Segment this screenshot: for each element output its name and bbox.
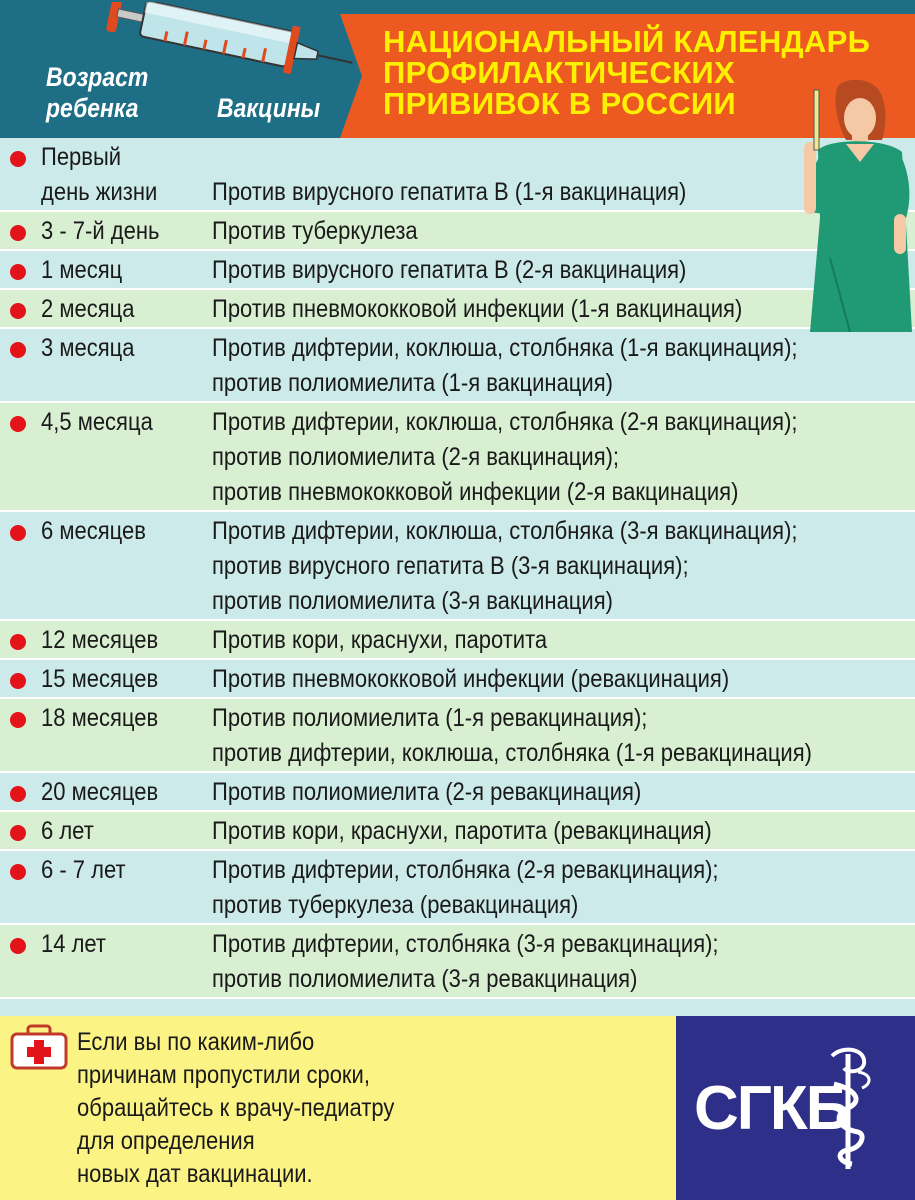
table-row — [0, 851, 915, 925]
vaccine-cell: Против кори, краснухи, паротита (ревакцинация) — [212, 817, 712, 845]
vaccine-cell: Против дифтерии, коклюша, столбняка (1-я вакцинация); против полиомиелита (1-я вакцинация) — [212, 334, 798, 397]
vaccine-cell: Против пневмококковой инфекции (1-я вакцинация) — [212, 295, 743, 323]
age-cell: 6 месяцев — [41, 517, 146, 545]
table-row — [0, 212, 915, 251]
vaccine-cell: Против туберкулеза — [212, 217, 418, 245]
vaccine-cell: Против полиомиелита (1-я ревакцинация); против дифтерии, коклюша, столбняка (1-я ревакцинация) — [212, 704, 812, 767]
logo-text: СГКБ — [694, 1074, 849, 1143]
bullet-icon — [10, 864, 26, 880]
nurse-illustration — [790, 78, 915, 332]
table-row — [0, 512, 915, 621]
vaccine-cell: Против кори, краснухи, паротита — [212, 626, 548, 654]
table-row — [0, 925, 915, 999]
age-cell: 3 месяца — [41, 334, 135, 362]
table-row — [0, 660, 915, 699]
bullet-icon — [10, 525, 26, 541]
bullet-icon — [10, 225, 26, 241]
hospital-logo — [676, 1016, 915, 1200]
table-row — [0, 138, 915, 212]
table-row — [0, 812, 915, 851]
table-row — [0, 329, 915, 403]
bullet-icon — [10, 712, 26, 728]
bullet-icon — [10, 634, 26, 650]
bullet-icon — [10, 264, 26, 280]
age-cell: 20 месяцев — [41, 778, 159, 806]
bullet-icon — [10, 825, 26, 841]
age-column-header: Возраст ребенка — [46, 62, 149, 123]
vaccine-cell: Против дифтерии, столбняка (2-я ревакцинация); против туберкулеза (ревакцинация) — [212, 856, 719, 919]
page-title: НАЦИОНАЛЬНЫЙ КАЛЕНДАРЬ ПРОФИЛАКТИЧЕСКИХ ПРИВИВОК В РОССИИ — [383, 24, 871, 121]
age-cell: 1 месяц — [41, 256, 123, 284]
vaccine-cell: Против пневмококковой инфекции (ревакцинация) — [212, 665, 730, 693]
schedule-table — [0, 138, 915, 999]
vaccine-cell: Против вирусного гепатита В (2-я вакцинация) — [212, 256, 687, 284]
first-aid-kit-icon — [10, 1024, 68, 1070]
age-cell: 18 месяцев — [41, 704, 159, 732]
bullet-icon — [10, 673, 26, 689]
bullet-icon — [10, 786, 26, 802]
age-cell: 6 лет — [41, 817, 94, 845]
vaccine-cell: Против дифтерии, столбняка (3-я ревакцинация); против полиомиелита (3-я ревакцинация) — [212, 930, 719, 993]
table-row — [0, 290, 915, 329]
bullet-icon — [10, 151, 26, 167]
bullet-icon — [10, 303, 26, 319]
caduceus-icon — [818, 1044, 878, 1174]
table-row — [0, 403, 915, 512]
age-cell: 6 - 7 лет — [41, 856, 126, 884]
age-cell: 3 - 7-й день — [41, 217, 160, 245]
footer-note: Если вы по каким-либо причинам пропустили сроки, обращайтесь к врачу-педиатру для определения новых дат вакцинации. — [77, 1028, 395, 1188]
vaccine-cell: Против дифтерии, коклюша, столбняка (3-я вакцинация); против вирусного гепатита В (3-я вакцинация); против полиомиелита (3-я вакцинация) — [212, 517, 798, 615]
table-row — [0, 251, 915, 290]
age-cell: 4,5 месяца — [41, 408, 153, 436]
age-cell: 15 месяцев — [41, 665, 159, 693]
footer-note-panel — [0, 1016, 676, 1200]
age-cell: Первый день жизни — [41, 143, 158, 206]
age-cell: 12 месяцев — [41, 626, 159, 654]
header — [0, 0, 915, 138]
vaccine-column-header: Вакцины — [217, 93, 321, 123]
table-row — [0, 621, 915, 660]
table-row — [0, 773, 915, 812]
table-row — [0, 699, 915, 773]
vaccine-cell: Против полиомиелита (2-я ревакцинация) — [212, 778, 642, 806]
bullet-icon — [10, 416, 26, 432]
bullet-icon — [10, 342, 26, 358]
age-cell: 14 лет — [41, 930, 107, 958]
vaccine-cell: Против дифтерии, коклюша, столбняка (2-я вакцинация); против полиомиелита (2-я вакцинация); против пневмококковой инфекции (2-я вакцинация) — [212, 408, 798, 506]
vaccine-cell: Против вирусного гепатита В (1-я вакцинация) — [212, 178, 687, 206]
bullet-icon — [10, 938, 26, 954]
age-cell: 2 месяца — [41, 295, 135, 323]
